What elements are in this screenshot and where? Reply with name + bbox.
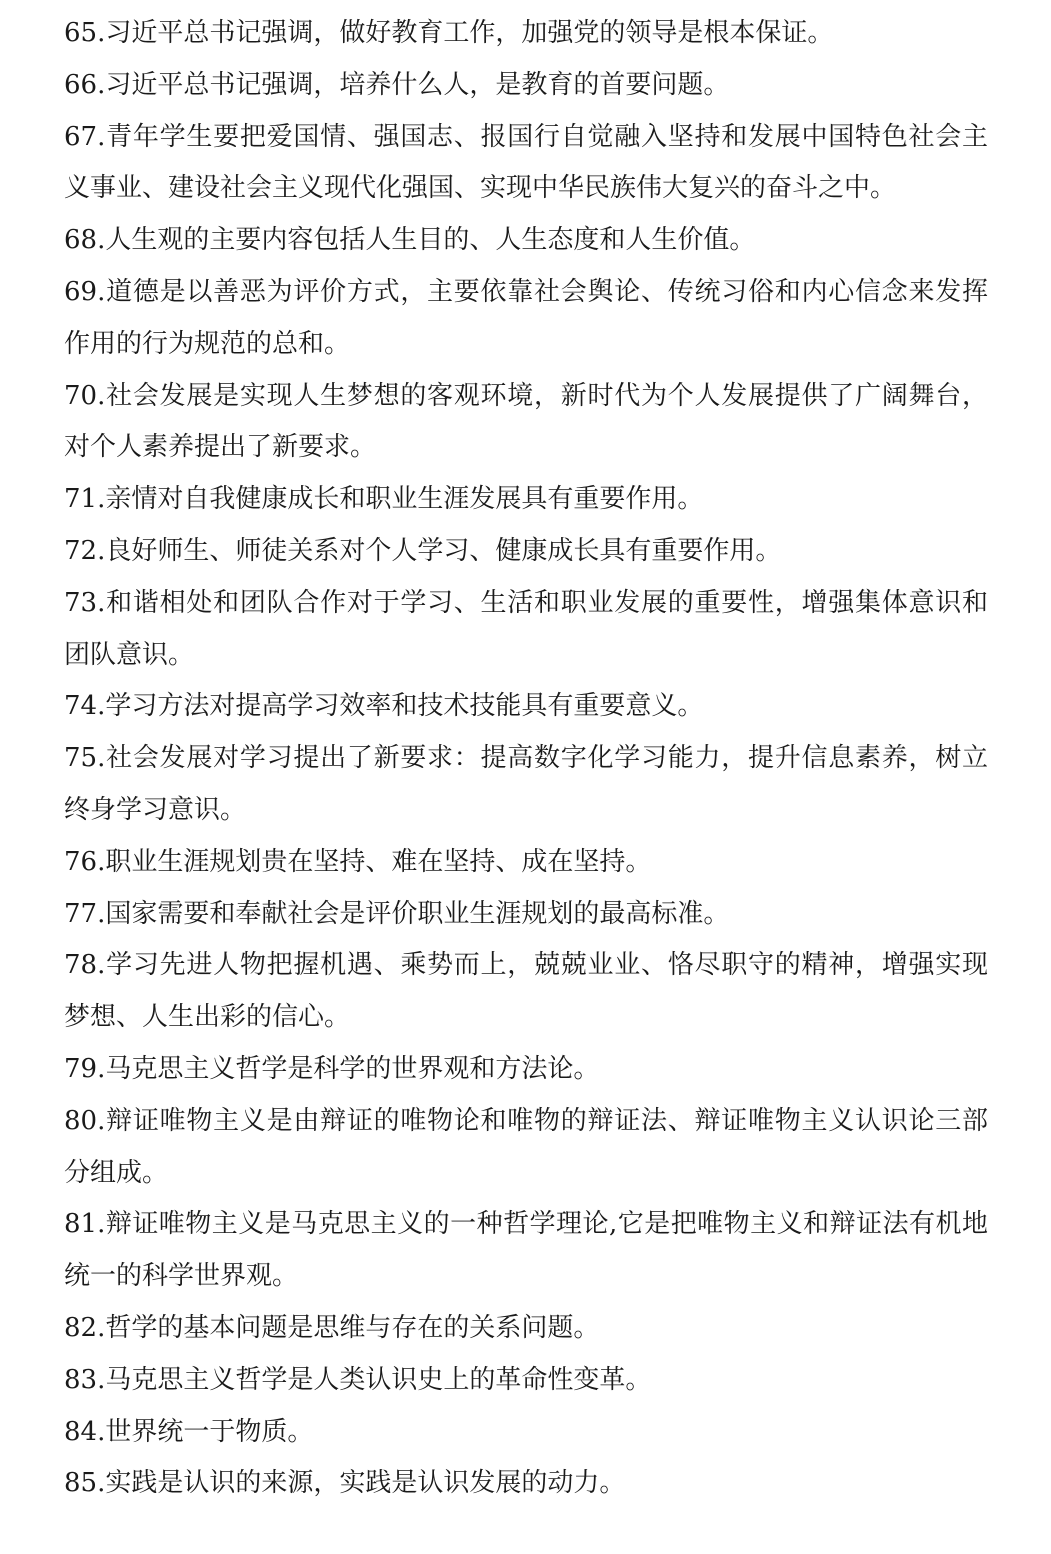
list-item <box>64 681 988 733</box>
item-number: 71. <box>64 484 106 515</box>
item-text: 社会发展对学习提出了新要求：提高数字化学习能力，提升信息素养，树立终身学习意识。 <box>64 743 988 825</box>
item-text: 实践是认识的来源，实践是认识发展的动力。 <box>105 1468 626 1499</box>
list-item <box>64 371 988 475</box>
item-number: 69. <box>64 276 106 307</box>
item-text: 社会发展是实现人生梦想的客观环境，新时代为个人发展提供了广阔舞台，对个人素养提出了新要求。 <box>64 380 988 463</box>
list-item <box>64 1044 988 1096</box>
item-text: 辩证唯物主义是马克思主义的一种哲学理论,它是把唯物主义和辩证法有机地统一的科学世界观。 <box>64 1209 988 1292</box>
list-item <box>64 474 988 526</box>
item-text: 辩证唯物主义是由辩证的唯物论和唯物的辩证法、辩证唯物主义认识论三部分组成。 <box>64 1105 988 1188</box>
list-item <box>64 8 988 60</box>
item-text: 世界统一于物质。 <box>105 1416 314 1447</box>
list-item <box>64 733 988 837</box>
item-number: 84. <box>64 1416 106 1447</box>
list-item <box>64 1355 988 1407</box>
item-text: 马克思主义哲学是科学的世界观和方法论。 <box>105 1053 600 1084</box>
list-item <box>64 1303 988 1355</box>
item-number: 70. <box>64 380 106 411</box>
item-number: 76. <box>64 846 106 877</box>
list-item <box>64 267 988 371</box>
item-text: 哲学的基本问题是思维与存在的关系问题。 <box>105 1312 600 1343</box>
item-text: 道德是以善恶为评价方式，主要依靠社会舆论、传统习俗和内心信念来发挥作用的行为规范的总和。 <box>64 276 988 359</box>
list-item <box>64 837 988 889</box>
item-number: 77. <box>64 898 106 929</box>
item-text: 习近平总书记强调，培养什么人，是教育的首要问题。 <box>105 69 730 100</box>
list-item <box>64 215 988 267</box>
item-text: 学习方法对提高学习效率和技术技能具有重要意义。 <box>105 691 704 722</box>
item-text: 职业生涯规划贵在坚持、难在坚持、成在坚持。 <box>105 846 652 877</box>
list-item <box>64 1407 988 1459</box>
item-text: 习近平总书记强调，做好教育工作，加强党的领导是根本保证。 <box>105 18 834 48</box>
item-text: 良好师生、师徒关系对个人学习、健康成长具有重要作用。 <box>105 535 782 566</box>
item-number: 78. <box>64 950 106 981</box>
list-item <box>64 889 988 941</box>
item-text: 学习先进人物把握机遇、乘势而上，兢兢业业、恪尽职守的精神，增强实现梦想、人生出彩的信心。 <box>64 950 988 1033</box>
item-number: 85. <box>64 1468 106 1499</box>
list-item <box>64 1199 988 1303</box>
item-number: 74. <box>64 691 106 722</box>
list-item <box>64 940 988 1044</box>
item-number: 68. <box>64 225 106 256</box>
numbered-list <box>64 8 988 1510</box>
item-number: 73. <box>64 587 106 618</box>
list-item <box>64 1458 988 1510</box>
list-item <box>64 60 988 112</box>
item-number: 75. <box>64 743 106 774</box>
list-item <box>64 578 988 682</box>
item-number: 67. <box>64 121 106 152</box>
item-text: 青年学生要把爱国情、强国志、报国行自觉融入坚持和发展中国特色社会主义事业、建设社会主义现代化强国、实现中华民族伟大复兴的奋斗之中。 <box>64 121 988 204</box>
item-number: 72. <box>64 535 106 566</box>
item-number: 65. <box>64 18 106 48</box>
item-number: 82. <box>64 1312 106 1343</box>
item-number: 66. <box>64 69 106 100</box>
list-item <box>64 1096 988 1200</box>
item-text: 和谐相处和团队合作对于学习、生活和职业发展的重要性，增强集体意识和团队意识。 <box>64 587 988 670</box>
item-text: 人生观的主要内容包括人生目的、人生态度和人生价值。 <box>105 225 756 256</box>
list-item <box>64 112 988 216</box>
item-number: 80. <box>64 1105 106 1136</box>
item-number: 81. <box>64 1209 106 1240</box>
item-text: 国家需要和奉献社会是评价职业生涯规划的最高标准。 <box>105 898 730 929</box>
item-number: 83. <box>64 1364 106 1395</box>
item-text: 亲情对自我健康成长和职业生涯发展具有重要作用。 <box>105 484 704 515</box>
item-text: 马克思主义哲学是人类认识史上的革命性变革。 <box>105 1364 652 1395</box>
item-number: 79. <box>64 1053 106 1084</box>
list-item <box>64 526 988 578</box>
